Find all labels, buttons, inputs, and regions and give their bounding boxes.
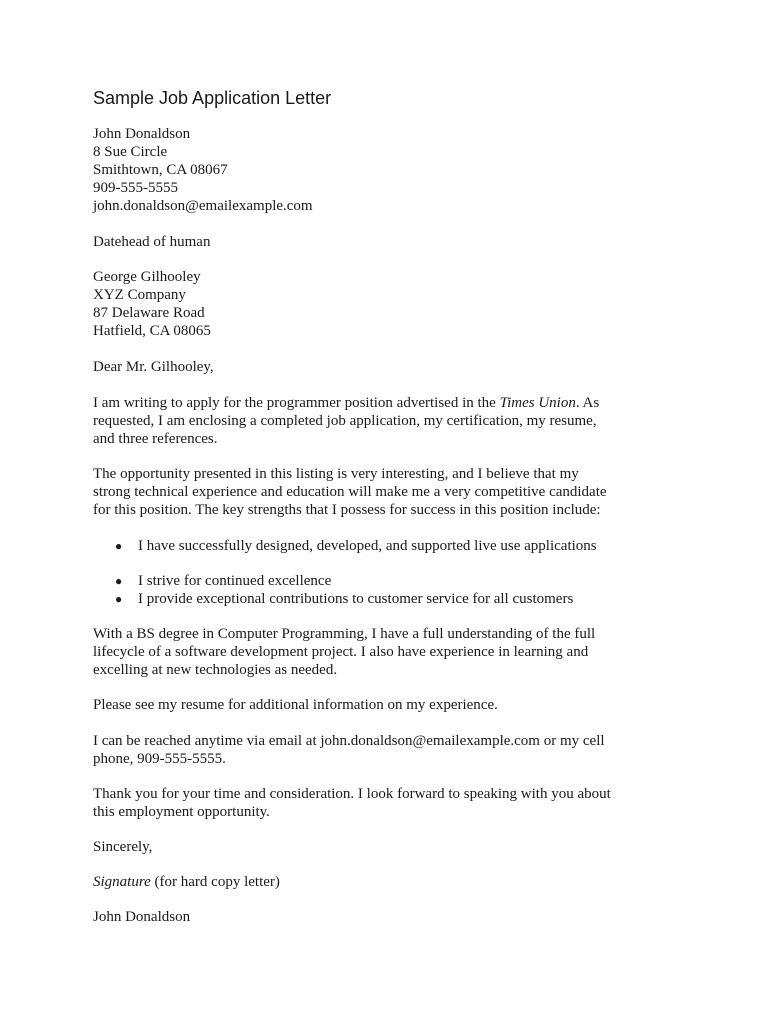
signature-line bbox=[93, 873, 693, 891]
signoff bbox=[93, 908, 693, 926]
paragraph-contact-line-2: phone, 909-555-5555. bbox=[93, 751, 226, 767]
bullet-icon: ● bbox=[115, 592, 123, 606]
sender-email: john.donaldson@emailexample.com bbox=[93, 198, 313, 214]
signature-note: (for hard copy letter) bbox=[150, 874, 280, 890]
closing bbox=[93, 838, 693, 856]
sender-address bbox=[93, 125, 693, 215]
paragraph-resume bbox=[93, 696, 693, 714]
recipient-city: Hatfield, CA 08065 bbox=[93, 323, 211, 339]
paragraph-intro-line-3: and three references. bbox=[93, 431, 218, 447]
paragraph-thanks-line-2: this employment opportunity. bbox=[93, 804, 270, 820]
paragraph-intro-line-2: requested, I am enclosing a completed job application, my certification, my resume, bbox=[93, 413, 597, 429]
paragraph-degree-line-1: With a BS degree in Computer Programming, I have a full understanding of the full bbox=[93, 626, 596, 642]
paragraph-opportunity-line-2: strong technical experience and education will make me a very competitive candidate bbox=[93, 484, 607, 500]
list-item-text: I have successfully designed, developed, and supported live use applications bbox=[138, 538, 597, 554]
newspaper-name: Times Union bbox=[499, 395, 576, 411]
date-text: Datehead of human bbox=[93, 234, 211, 250]
recipient-street: 87 Delaware Road bbox=[93, 305, 205, 321]
closing-text: Sincerely, bbox=[93, 839, 153, 855]
sender-name: John Donaldson bbox=[93, 126, 191, 142]
sender-city: Smithtown, CA 08067 bbox=[93, 162, 228, 178]
paragraph-contact-line-1: I can be reached anytime via email at john.donaldson@emailexample.com or my cell bbox=[93, 733, 605, 749]
paragraph-opportunity-line-1: The opportunity presented in this listing is very interesting, and I believe that my bbox=[93, 466, 579, 482]
list-item-text: I strive for continued excellence bbox=[138, 573, 332, 589]
paragraph-degree-line-2: lifecycle of a software development project. I also have experience in learning and bbox=[93, 644, 589, 660]
paragraph-opportunity bbox=[93, 465, 693, 519]
bullet-icon: ● bbox=[115, 574, 123, 588]
paragraph-degree bbox=[93, 625, 693, 679]
letter-date bbox=[93, 233, 693, 251]
sender-street: 8 Sue Circle bbox=[93, 144, 168, 160]
letter-title: Sample Job Application Letter bbox=[93, 88, 332, 108]
paragraph-thanks bbox=[93, 785, 693, 821]
bullet-icon: ● bbox=[115, 539, 123, 553]
recipient-name: George Gilhooley bbox=[93, 269, 201, 285]
paragraph-thanks-line-1: Thank you for your time and consideration. I look forward to speaking with you about bbox=[93, 786, 611, 802]
intro-text-end: . As bbox=[575, 395, 600, 411]
signature-label: Signature bbox=[93, 874, 151, 890]
paragraph-resume-text: Please see my resume for additional information on my experience. bbox=[93, 697, 498, 713]
signoff-name: John Donaldson bbox=[93, 909, 191, 925]
paragraph-intro bbox=[93, 394, 693, 448]
recipient-address bbox=[93, 268, 693, 340]
signature-text bbox=[93, 873, 693, 891]
salutation-text: Dear Mr. Gilhooley, bbox=[93, 359, 214, 375]
salutation bbox=[93, 358, 693, 376]
paragraph-contact bbox=[93, 732, 693, 768]
list-item-text: I provide exceptional contributions to customer service for all customers bbox=[138, 591, 574, 607]
paragraph-intro-line-1 bbox=[93, 394, 693, 412]
sender-phone: 909-555-5555 bbox=[93, 180, 178, 196]
paragraph-opportunity-line-3: for this position. The key strengths that I possess for success in this position include: bbox=[93, 502, 601, 518]
recipient-company: XYZ Company bbox=[93, 287, 186, 303]
paragraph-degree-line-3: excelling at new technologies as needed. bbox=[93, 662, 338, 678]
intro-text-start: I am writing to apply for the programmer position advertised in the bbox=[93, 395, 500, 411]
